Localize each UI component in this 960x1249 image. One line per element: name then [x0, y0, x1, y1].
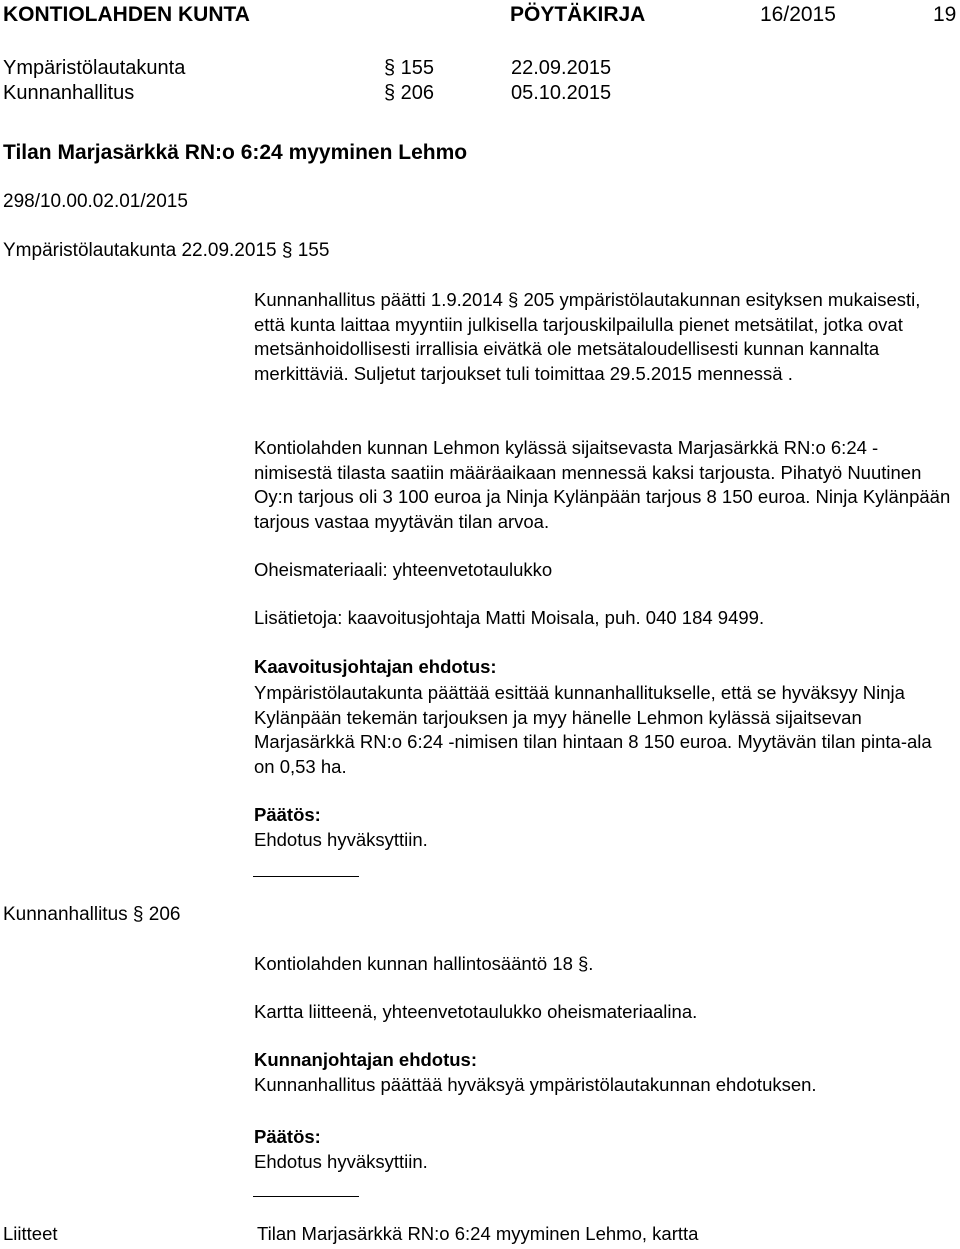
meeting-section-council: § 206 [384, 82, 435, 104]
page-number: 19 [933, 3, 957, 26]
env-board-section-label: Ympäristölautakunta 22.09.2015 § 155 [3, 240, 330, 261]
council-decision-heading: Päätös: [254, 1126, 321, 1147]
planning-director-proposal-heading: Kaavoitusjohtajan ehdotus: [254, 656, 497, 677]
meeting-date-council: 05.10.2015 [511, 82, 612, 104]
mayor-proposal-heading: Kunnanjohtajan ehdotus: [254, 1049, 478, 1070]
env-decision-text: Ehdotus hyväksyttiin. [254, 829, 428, 850]
meeting-body-env: Ympäristölautakunta [3, 57, 186, 79]
attachment-note: Oheismateriaali: yhteenvetotaulukko [254, 559, 553, 580]
municipality-name: KONTIOLAHDEN KUNTA [3, 3, 250, 26]
env-decision-heading: Päätös: [254, 804, 321, 825]
document-type: PÖYTÄKIRJA [510, 3, 646, 26]
contact-info: Lisätietoja: kaavoitusjohtaja Matti Moisala, puh. 040 184 9499. [254, 607, 765, 628]
divider [253, 876, 359, 877]
attachments-value: Tilan Marjasärkkä RN:o 6:24 myyminen Lehmo, kartta [257, 1223, 699, 1244]
mayor-proposal-text: Kunnanhallitus päättää hyväksyä ympäristölautakunnan ehdotuksen. [254, 1074, 817, 1095]
meeting-date-env: 22.09.2015 [511, 57, 612, 79]
meeting-body-council: Kunnanhallitus [3, 82, 135, 104]
council-section-label: Kunnanhallitus § 206 [3, 904, 181, 925]
env-board-paragraph-1: Kunnanhallitus päätti 1.9.2014 § 205 ympäristölautakunnan esityksen mukaisesti, että kunta laittaa myyntiin julkisella tarjouskilpailulla pienet metsätilat, jotka ovat metsänhoidollisesti irrallisia eivätkä ole metsätaloudellisesti kunnan kannalta merkittäviä. Suljetut tarjoukset tuli toimittaa 29.5.2015 mennessä . [254, 289, 921, 384]
divider [253, 1196, 359, 1197]
council-decision-text: Ehdotus hyväksyttiin. [254, 1151, 428, 1172]
administrative-rule: Kontiolahden kunnan hallintosääntö 18 §. [254, 953, 594, 974]
page-title: Tilan Marjasärkkä RN:o 6:24 myyminen Lehmo [3, 141, 468, 164]
attachments-label: Liitteet [3, 1223, 58, 1244]
meeting-section-env: § 155 [384, 57, 435, 79]
map-note: Kartta liitteenä, yhteenvetotaulukko oheismateriaalina. [254, 1001, 698, 1022]
record-number: 298/10.00.02.01/2015 [3, 191, 188, 212]
env-board-paragraph-2: Kontiolahden kunnan Lehmon kylässä sijaitsevasta Marjasärkkä RN:o 6:24 -nimisestä tilasta saatiin määräaikaan mennessä kaksi tarjousta. Pihatyö Nuutinen Oy:n tarjous oli 3 100 euroa ja Ninja Kylänpään tarjous 8 150 euroa. Ninja Kylänpään tarjous vastaa myytävän tilan arvoa. [254, 437, 951, 532]
document-number: 16/2015 [760, 3, 836, 26]
planning-director-proposal-text: Ympäristölautakunta päättää esittää kunnanhallitukselle, että se hyväksyy Ninja Kylänpään tekemän tarjouksen ja myy hänelle Lehmon kylässä sijaitsevan Marjasärkkä RN:o 6:24 -nimisen tilan hintaan 8 150 euroa. Myytävän tilan pinta-ala on 0,53 ha. [254, 682, 932, 777]
